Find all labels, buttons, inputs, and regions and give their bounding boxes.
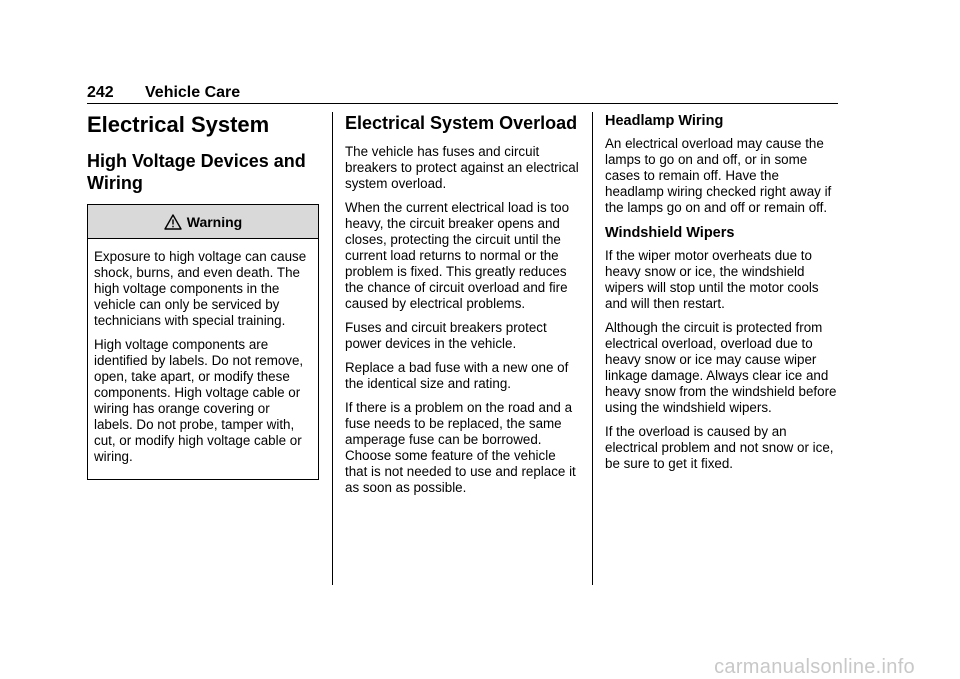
body-paragraph: Although the circuit is protected from electrical overload, overload due to heavy snow or ice may cause wiper linkage damage. Always clear ice and heavy snow from the windshield before using the windshield wipers. (605, 320, 837, 415)
body-paragraph: The vehicle has fuses and circuit breakers to protect against an electrical system overload. (345, 144, 579, 191)
body-paragraph: Replace a bad fuse with a new one of the identical size and rating. (345, 360, 569, 391)
subsection-title-wipers: Windshield Wipers (605, 225, 735, 241)
page-number: 242 (87, 84, 114, 101)
warning-header (88, 205, 318, 239)
column-2 (345, 112, 581, 504)
section-title: Electrical System (87, 112, 270, 137)
watermark (0, 656, 960, 679)
body-paragraph: An electrical overload may cause the lamps to go on and off, or in some cases to remain off. Have the headlamp wiring checked right away if the lamps go on and off or remain off. (605, 136, 832, 215)
body-paragraph: When the current electrical load is too heavy, the circuit breaker opens and closes, protecting the circuit until the current load returns to normal or the problem is fixed. This greatly reduces the chance of circuit overload and fire caused by electrical problems. (345, 200, 570, 311)
warning-box (87, 204, 319, 480)
warning-label: Warning (186, 213, 243, 230)
body-paragraph: If the wiper motor overheats due to heavy snow or ice, the windshield wipers will stop until the motor cools and will then restart. (605, 248, 819, 311)
warning-paragraph: High voltage components are identified by labels. Do not remove, open, take apart, or modify these components. High voltage cable or wiring has orange covering or labels. Do not probe, tamper with, cut, or modify high voltage cable or wiring. (94, 337, 304, 464)
column-divider-1 (332, 112, 333, 585)
column-divider-2 (592, 112, 593, 585)
subsection-title-high-voltage: High Voltage Devices and Wiring (87, 151, 306, 193)
column-1 (87, 112, 319, 480)
section-name: Vehicle Care (145, 84, 241, 101)
warning-body (88, 239, 318, 479)
warning-paragraph: Exposure to high voltage can cause shock, burns, and even death. The high voltage components in the vehicle can only be serviced by technicians with special training. (94, 249, 307, 328)
watermark-text: carmanualsonline.info (714, 656, 915, 678)
column-3 (605, 112, 841, 480)
body-paragraph: Fuses and circuit breakers protect power devices in the vehicle. (345, 320, 547, 351)
section-title-overload: Electrical System Overload (345, 113, 578, 133)
header-rule (87, 103, 838, 104)
warning-icon (164, 214, 182, 230)
body-paragraph: If there is a problem on the road and a fuse needs to be replaced, the same amperage fuse can be borrowed. Choose some feature of the vehicle that is not needed to use and replace it as soon as possible. (345, 400, 576, 495)
page-header (87, 84, 837, 104)
body-paragraph: If the overload is caused by an electrical problem and not snow or ice, be sure to get it fixed. (605, 424, 834, 471)
subsection-title-headlamp: Headlamp Wiring (605, 113, 724, 129)
